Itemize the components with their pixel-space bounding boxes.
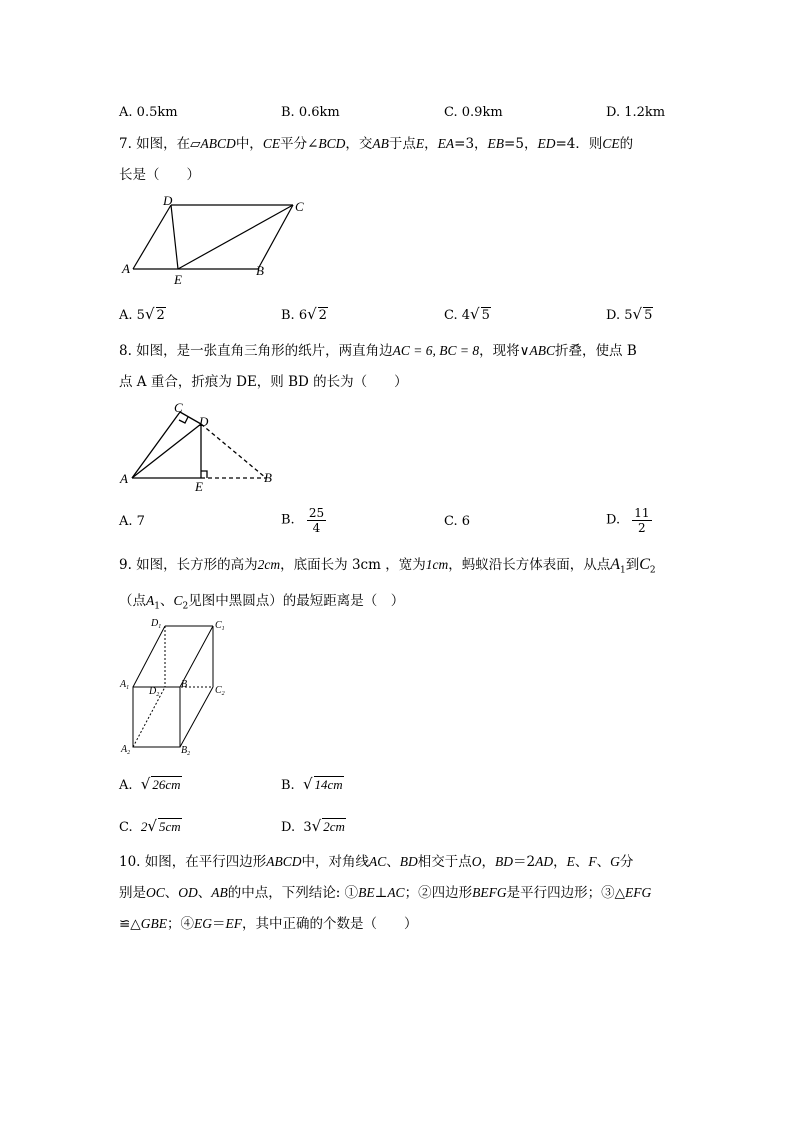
q9-option-a: A. √ 26cm [119,775,181,793]
q9-option-b: B. √ 14cm [281,775,343,793]
q7-label-e: E [174,272,182,287]
q8-stem-line1: 8. 如图，是一张直角三角形的纸片，两直角边AC = 6, BC = 8，现将∨ABC折叠，使点 B [119,343,637,359]
q8-side-ac [132,412,180,478]
q9-label-b: B [181,679,188,690]
q8-label-a: A [120,471,128,486]
q9-label-a1: $A_1$ [120,679,130,691]
q9-label-d2: $D_2$ [149,686,160,698]
q8-right-angle-e [201,471,207,478]
q9-edge-a1d1 [133,626,165,687]
q7-stem-line2: 长是（ ） [119,167,200,183]
q6-option-d: D. 1.2km [606,105,666,120]
q10-stem-line2: 别是OC、OD、AB的中点，下列结论: ①BE⊥AC；②四边形BEFG是平行四边形；③△EFG [119,885,652,901]
q8-label-b: B [264,470,272,485]
q6-option-a: A. 0.5km [119,105,178,120]
q8-dashed-db [201,424,266,478]
q7-parallelogram-figure [118,193,318,288]
q8-label-e: E [195,479,203,494]
q9-edge-bc1 [180,626,213,687]
q9-option-d: D. 3√ 2cm [281,817,345,835]
q9-label-c2: $C_2$ [215,685,225,697]
q7-label-b: B [256,263,264,278]
q6-option-c: C. 0.9km [444,105,503,120]
q9-label-a2: $A_2$ [121,744,131,756]
q7-option-d: D. 5√ 5 [606,305,653,323]
q8-option-c: C. 6 [444,514,471,529]
q7-label-d: D [163,193,173,208]
q8-option-d: D. $\frac{11}{2}$ [606,506,650,535]
q9-stem-line1: 9. 如图，长方形的高为2cm，底面长为 3cm ，宽为1cm，蚂蚁沿长方体表面，从点$A_1$到$C_2$ [119,556,656,576]
q10-stem-line1: 10. 如图，在平行四边形ABCD中，对角线AC、BD相交于点O，BD＝2AD，E、F、G分 [119,854,634,870]
q8-option-a: A. 7 [119,514,145,529]
q9-label-c1: $C_1$ [215,620,225,632]
q9-cuboid-figure [118,614,238,759]
q9-label-b2: $B_2$ [181,745,191,757]
q9-edge-c2b2 [180,687,213,747]
q8-label-c: C [174,400,183,415]
q9-stem-line2: （点$A_1$、$C_2$见图中黑圆点）的最短距离是（ ） [119,593,405,612]
q7-label-c: C [295,199,304,214]
q7-segment-de [171,205,178,269]
q8-stem-line2: 点 A 重合，折痕为 DE，则 BD 的长为（ ） [119,374,408,390]
q9-option-c: C. 2√ 5cm [119,817,181,835]
q9-label-d1: $D_1$ [151,618,162,630]
q7-label-a: A [122,261,130,276]
q10-stem-line3: ≌△GBE；④EG＝EF，其中正确的个数是（ ） [119,916,418,932]
q7-option-b: B. 6√ 2 [281,305,327,323]
q6-option-b: B. 0.6km [281,105,340,120]
q8-option-b: B. $\frac{25}{4}$ [281,506,325,535]
q8-label-d: D [199,414,209,429]
q8-triangle-figure [118,398,288,493]
q8-right-angle-c [179,417,188,423]
q7-option-c: C. 4√ 5 [444,305,490,323]
q7-side-ad [133,205,171,269]
q8-segment-ad [132,424,201,478]
q7-stem-line1: 7. 如图，在▱ABCD中，CE平分∠BCD，交AB于点E，EA=3，EB=5，ED=4．则CE的 [119,136,634,152]
q7-option-a: A. 5√ 2 [119,305,165,323]
